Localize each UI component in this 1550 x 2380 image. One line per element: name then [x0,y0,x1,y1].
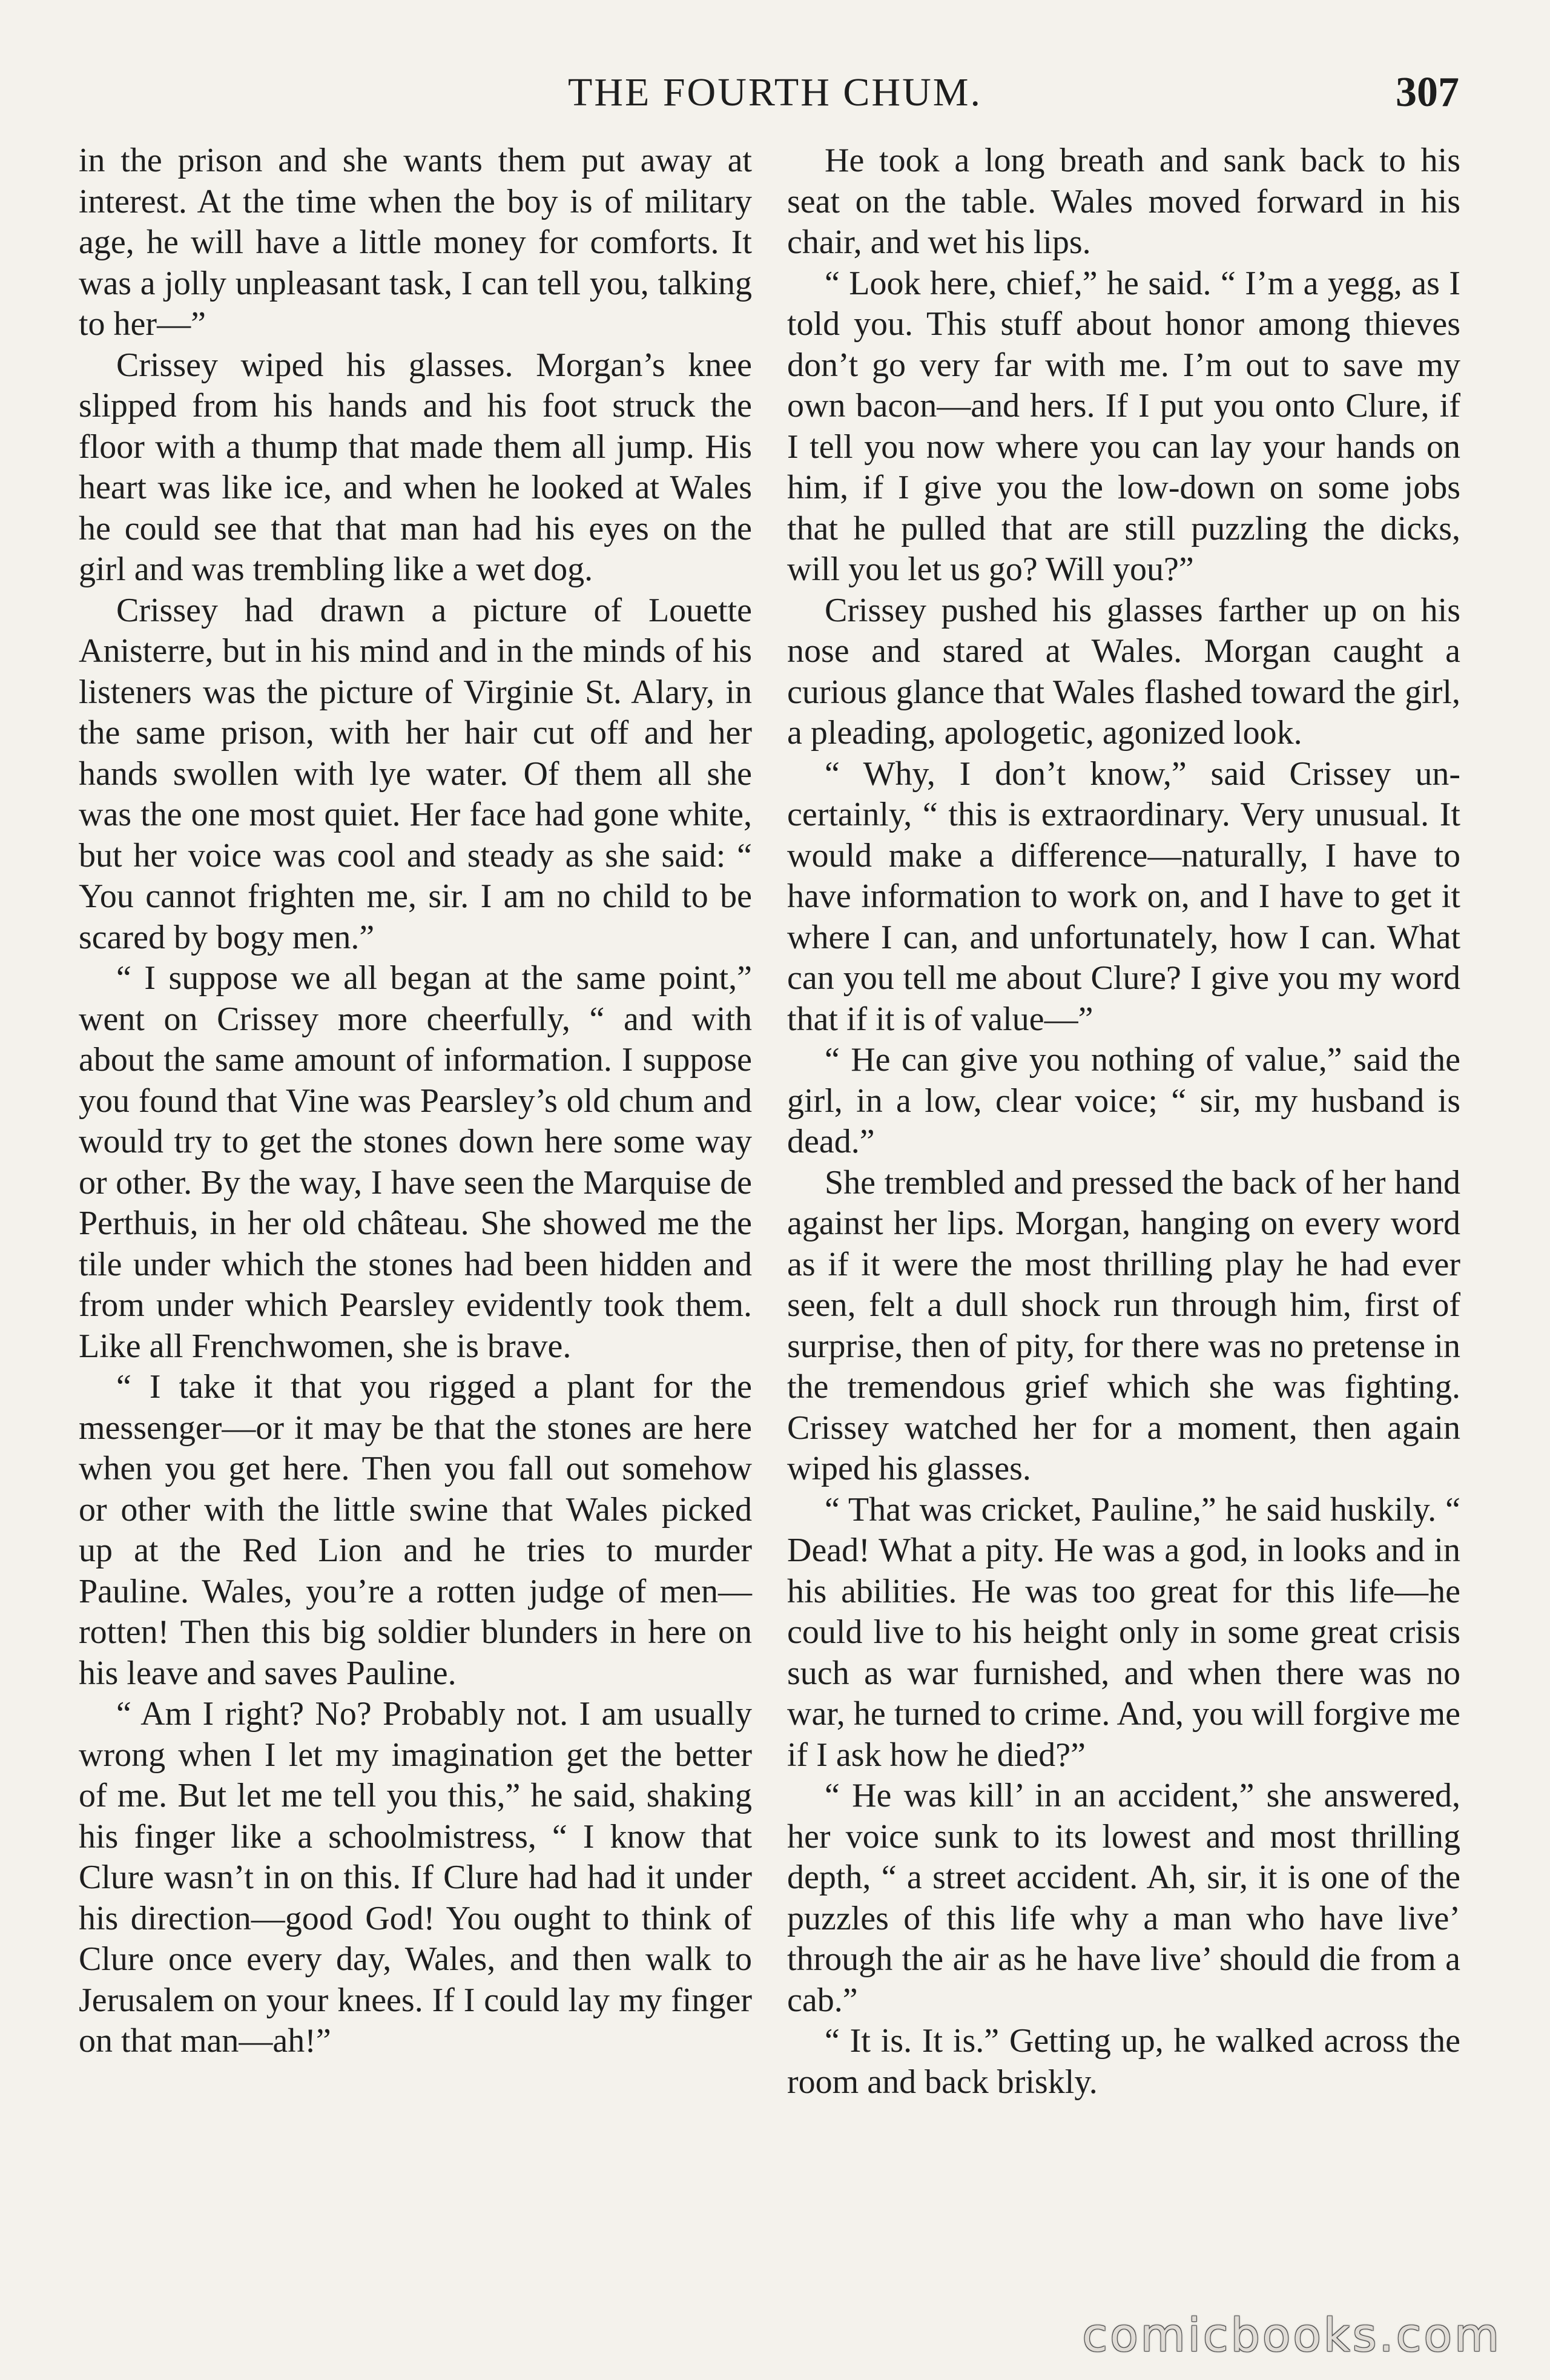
paragraph: Crissey wiped his glasses. Morgan’s knee slipped from his hands and his foot struck the floor with a thump that made them all jump. His heart was like ice, and when he looked at Wales he could see that that man had his eyes on the girl and was trembling like a wet dog. [79,346,752,588]
paragraph: “ I take it that you rigged a plant for the messenger—or it may be that the stones are here when you get here. Then you fall out somehow or other with the little swine that Wales picked up at the Red Lion and he tries to murder Pauline. Wales, you’re a rotten judge of men—rotten! Then this big soldier blunders in here on his leave and saves Pauline. [79,1368,752,1692]
paragraph: “ He can give you nothing of value,” said the girl, in a low, clear voice; “ sir, my husband is dead.” [787,1041,1460,1160]
paragraph: “ He was kill’ in an accident,” she answered, her voice sunk to its lowest and most thrilling depth, “ a street accident. Ah, sir, it is one of the puzzles of this life why a man who have live’ through the air as he have live’ should die from a cab.” [787,1777,1460,2019]
paragraph: “ Why, I don’t know,” said Crissey uncertainly, “ this is extraordinary. Very unusual. It would make a difference—naturally, I have to have information to work on, and I have to get it where I can, and unfortunately, how I can. What can you tell me about Clure? I give you my word that if it is of value—” [787,755,1460,1038]
paragraph: She trembled and pressed the back of her hand against her lips. Morgan, hanging on every word as if it were the most thrilling play he had ever seen, felt a dull shock run through him, first of surprise, then of pity, for there was no pretense in the tremendous grief which she was fighting. Crissey watched her for a moment, then again wiped his glasses. [787,1163,1460,1487]
page-header [0,65,1550,120]
paragraph: “ That was cricket, Pauline,” he said huskily. “ Dead! What a pity. He was a god, in looks and in his abilities. He was too great for this life—he could live to his height only in some great crisis such as war furnished, and when there was no war, he turned to crime. And, you will forgive me if I ask how he died?” [787,1490,1460,1774]
paragraph: in the prison and she wants them put away at interest. At the time when the boy is of military age, he will have a little money for comforts. It was a jolly unpleasant task, I can tell you, talking to her—” [79,142,752,343]
site-watermark: comicbooks.com [1082,2308,1502,2362]
paragraph: Crissey pushed his glasses farther up on his nose and stared at Wales. Morgan caught a curious glance that Wales flashed toward the girl, a pleading, apologetic, agonized look. [787,591,1460,752]
right-column [787,140,1460,2103]
paragraph: “ I suppose we all began at the same point,” went on Crissey more cheerfully, “ and with about the same amount of information. I suppose you found that Vine was Pearsley’s old chum and would try to get the stones down here some way or other. By the way, I have seen the Marquise de Perthuis, in her old château. She showed me the tile under which the stones had been hidden and from under which Pearsley evidently took them. Like all Frenchwomen, she is brave. [79,959,752,1365]
paragraph: He took a long breath and sank back to his seat on the table. Wales moved forward in his chair, and wet his lips. [787,142,1460,261]
running-title: THE FOURTH CHUM. [568,70,982,114]
paragraph: Crissey had drawn a picture of Louette Anisterre, but in his mind and in the minds of his listeners was the picture of Virginie St. Alary, in the same prison, with her hair cut off and her hands swollen with lye water. Of them all she was the one most quiet. Her face had gone white, but her voice was cool and steady as she said: “ You cannot frighten me, sir. I am no child to be scared by bogy men.” [79,591,752,956]
left-column [79,140,752,2062]
paragraph: “ It is. It is.” Getting up, he walked across the room and back briskly. [787,2022,1460,2101]
paragraph: “ Am I right? No? Probably not. I am usually wrong when I let my imagination get the better of me. But let me tell you this,” he said, shaking his finger like a schoolmistress, “ I know that Clure wasn’t in on this. If Clure had had it under his direction—good God! You ought to think of Clure once every day, Wales, and then walk to Jerusalem on your knees. If I could lay my finger on that man—ah!” [79,1695,752,2060]
page-number: 307 [1396,69,1459,116]
paragraph: “ Look here, chief,” he said. “ I’m a yegg, as I told you. This stuff about honor among thieves don’t go very far with me. I’m out to save my own bacon—and hers. If I put you onto Clure, if I tell you now where you can lay your hands on him, if I give you the low-down on some jobs that he pulled that are still puzzling the dicks, will you let us go? Will you?” [787,264,1460,588]
